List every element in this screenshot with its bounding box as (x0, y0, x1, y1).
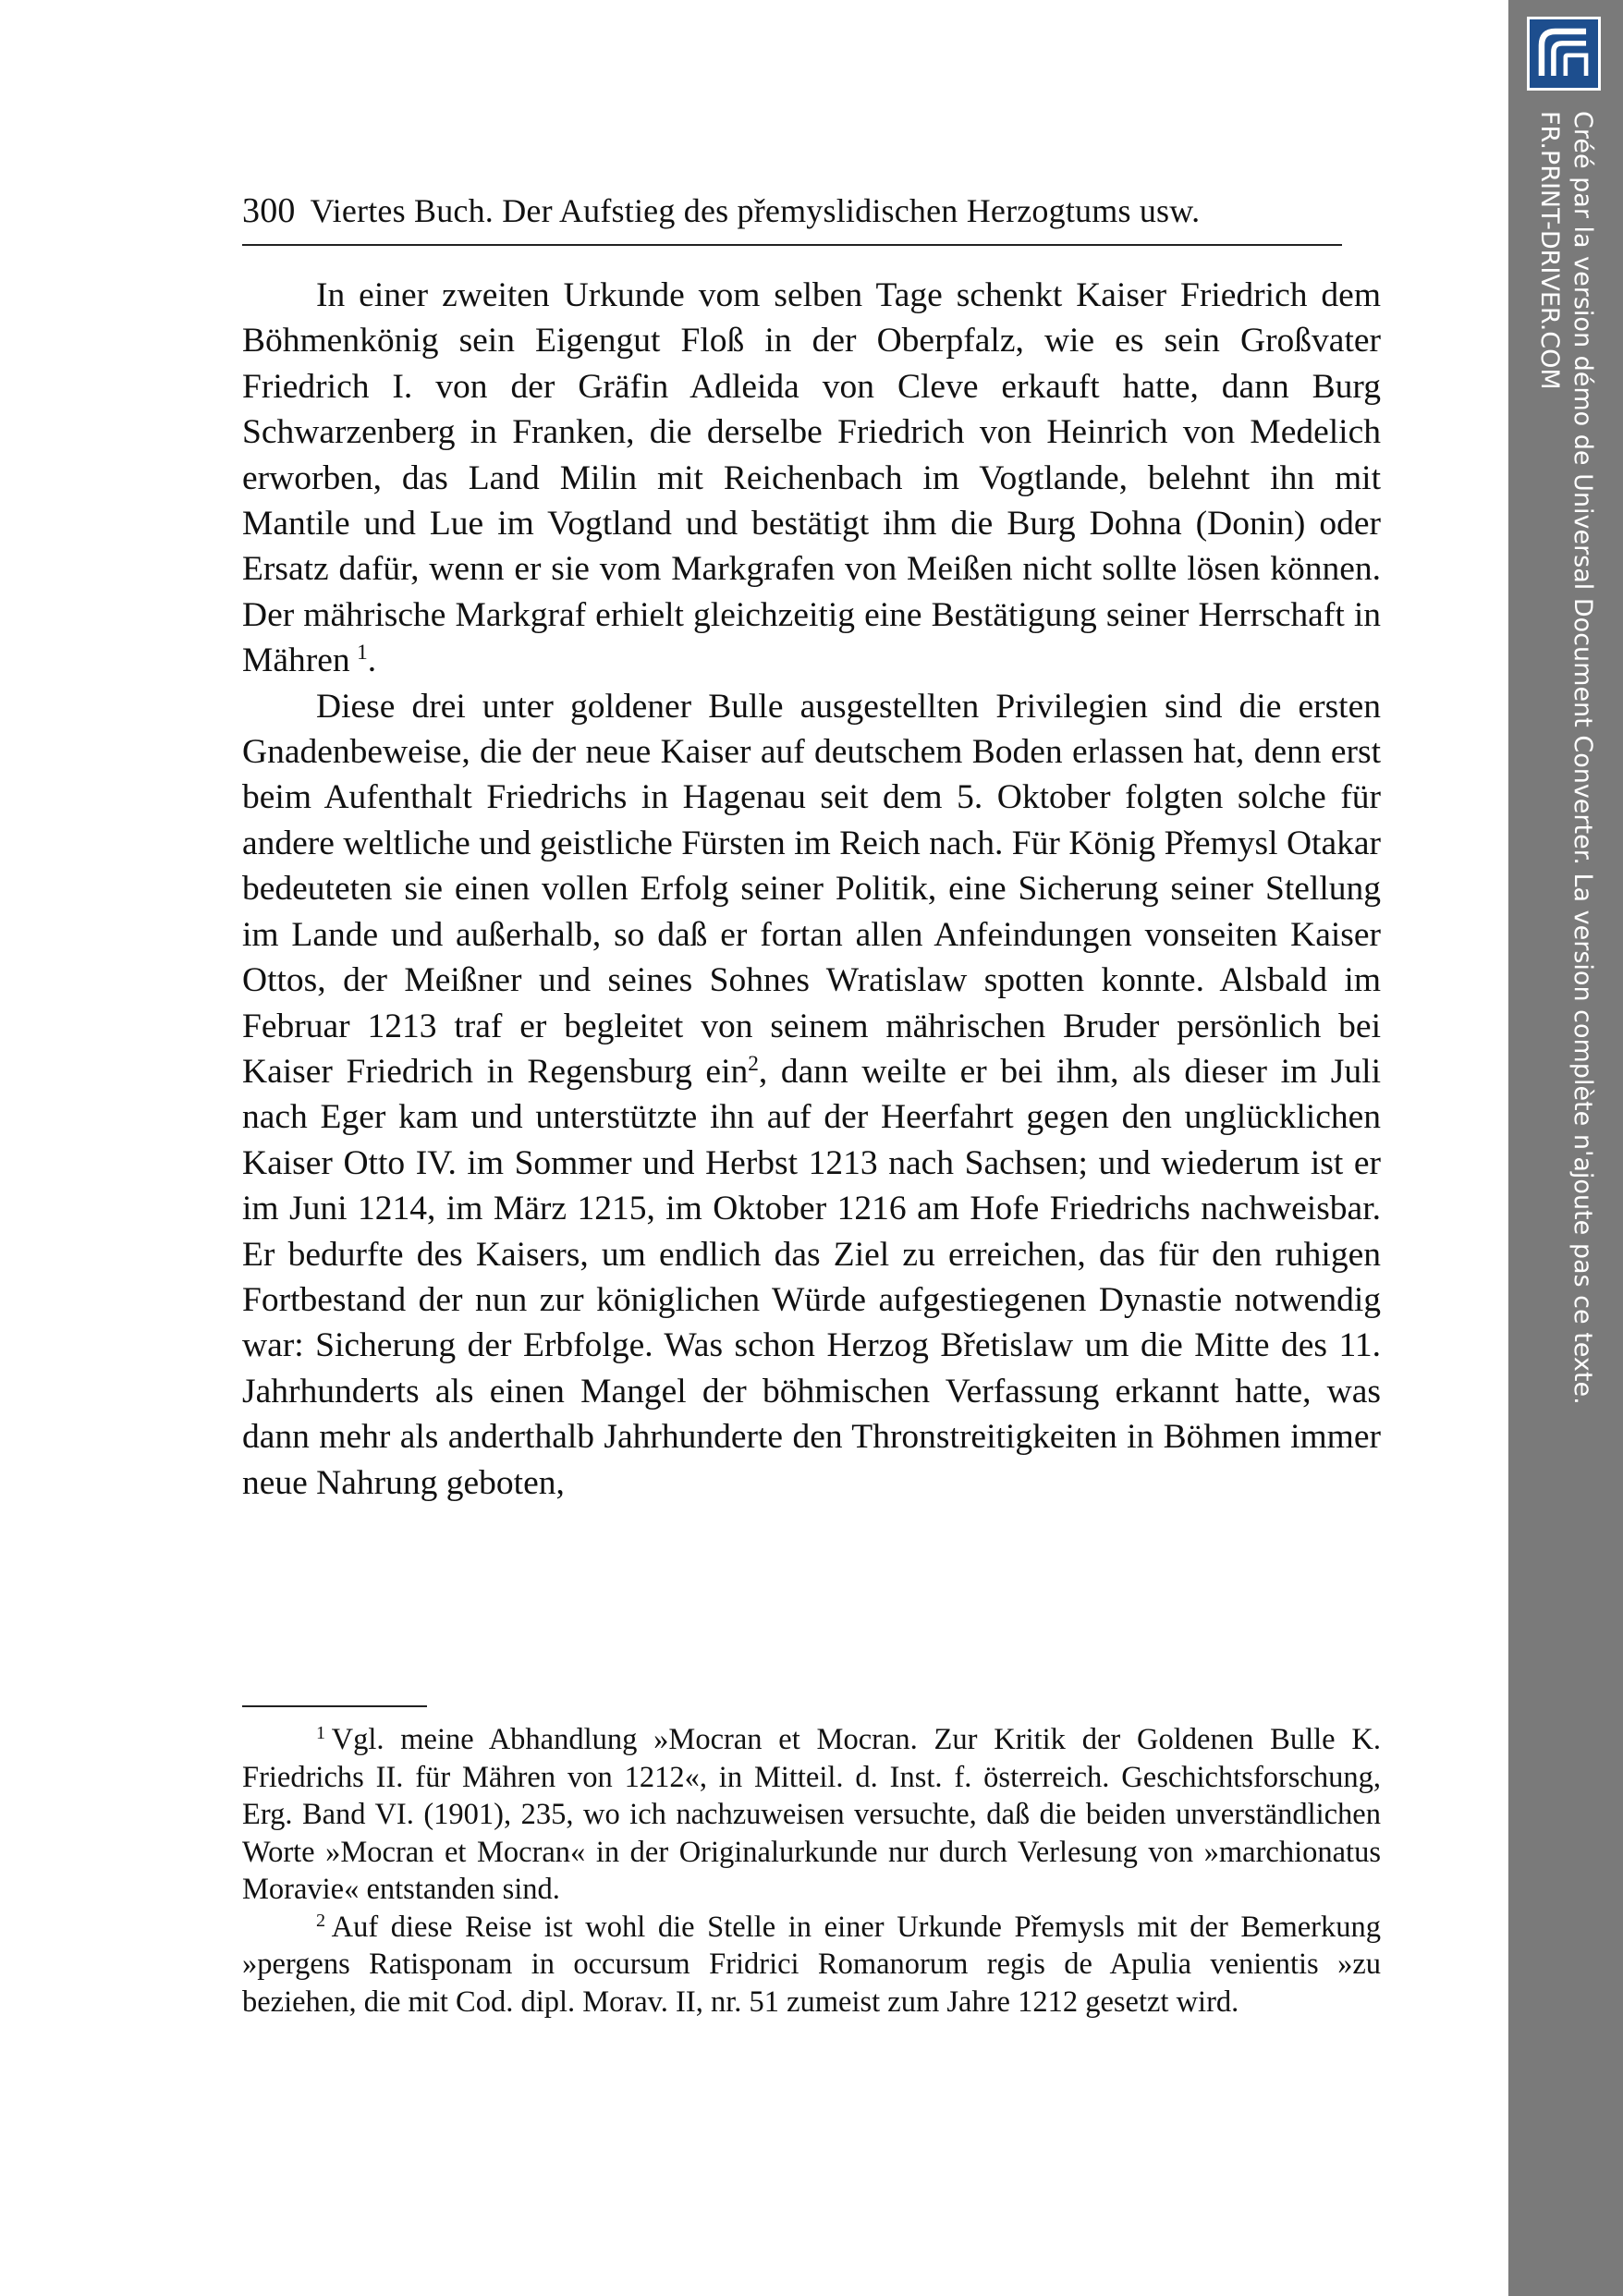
footnote-number-1: 1 (316, 1722, 326, 1743)
footnote-ref-2: 2 (748, 1052, 759, 1077)
running-title: Viertes Buch. Der Aufstieg des přemyslidischen Herzogtums usw. (310, 192, 1201, 229)
running-header (242, 190, 1342, 231)
footnote-number-2: 2 (316, 1910, 326, 1931)
main-text (242, 273, 1381, 1506)
watermark-line-2: FR.PRINT-DRIVER.COM (1535, 111, 1564, 390)
footnote-2 (242, 1909, 1381, 2021)
footnote-2-text: Auf diese Reise ist wohl die Stelle in einer Urkunde Přemysls mit der Bemerkung »pergens Ratisponam in occursum Fridrici Romanorum regis de Apulia venientis »zu beziehen, die mit Cod. dipl. Morav. II, nr. 51 zumeist zum Jahre 1212 gesetzt wird. (242, 1910, 1381, 2019)
watermark-text (1532, 111, 1599, 1405)
paragraph-1-tail: . (367, 641, 377, 680)
footnotes (242, 1721, 1381, 2021)
udc-logo-icon (1527, 17, 1601, 91)
paragraph-2-text-a: Diese drei unter goldener Bulle ausgestellten Privilegien sind die ersten Gnadenbeweise, die der neue Kaiser auf deutschem Boden erlassen hat, denn erst beim Aufenthalt Friedrichs in Hagenau seit dem 5. Oktober folgten solche für andere weltliche und geistliche Fürsten im Reich nach. Für König Přemysl Otakar bedeuteten sie einen vollen Erfolg seiner Politik, eine Sicherung seiner Stellung im Lande und außerhalb, so daß er fortan allen Anfeindungen vonseiten Kaiser Ottos, der Meißner und seines Sohnes Wratislaw spotten konnte. Alsbald im Februar 1213 traf er begleitet von seinem mährischen Bruder persönlich bei Kaiser Friedrich in Regensburg ein (242, 687, 1381, 1091)
footnote-ref-1: 1 (357, 641, 368, 666)
footnote-rule (242, 1705, 427, 1707)
paragraph-2-text-b: , dann weilte er bei ihm, als dieser im Juli nach Eger kam und unterstützte ihn auf der Heerfahrt gegen den unglücklichen Kaiser Otto IV. im Sommer und Herbst 1213 nach Sachsen; und wiederum ist er im Juni 1214, im März 1215, im Oktober 1216 am Hofe Friedrichs nachweisbar. Er bedurfte des Kaisers, um endlich das Ziel zu erreichen, das für den ruhigen Fortbestand der nun zur königlichen Würde aufgestiegenen Dynastie notwendig war: Sicherung der Erbfolge. Was schon Herzog Břetislaw um die Mitte des 11. Jahrhunderts als einen Mangel der böhmischen Verfassung erkannt hatte, was dann mehr als anderthalb Jahrhunderte den Thronstreitigkeiten in Böhmen immer neue Nahrung geboten, (242, 1052, 1381, 1502)
footnote-1-text: Vgl. meine Abhandlung »Mocran et Mocran. Zur Kritik der Goldenen Bulle K. Friedrichs II. für Mähren von 1212«, in Mitteil. d. Inst. f. österreich. Geschichtsforschung, Erg. Band VI. (1901), 235, wo ich nachzuweisen versuchte, daß die beiden unverständlichen Worte »Mocran et Mocran« in der Originalurkunde nur durch Verlesung von »marchionatus Moravie« entstanden sind. (242, 1723, 1381, 1906)
paragraph-1 (242, 273, 1381, 684)
page-number: 300 (242, 191, 296, 230)
header-rule (242, 244, 1342, 246)
watermark-line-1: Créé par la version démo de Universal Document Converter. La version complète n'ajoute pas ce texte. (1568, 111, 1597, 1405)
demo-watermark (1532, 111, 1606, 2237)
paragraph-2 (242, 684, 1381, 1506)
footnote-1 (242, 1721, 1381, 1909)
paragraph-1-text: In einer zweiten Urkunde vom selben Tage schenkt Kaiser Friedrich dem Böhmenkönig sein Eigengut Floß in der Oberpfalz, wie es sein Großvater Friedrich I. von der Gräfin Adleida von Cleve erkauft hatte, dann Burg Schwarzenberg in Franken, die derselbe Friedrich von Heinrich von Medelich erworben, das Land Milin mit Reichenbach im Vogtlande, belehnt ihn mit Mantile und Lue im Vogtland und bestätigt ihm die Burg Dohna (Donin) oder Ersatz dafür, wenn er sie vom Markgrafen von Meißen nicht sollte lösen können. Der mährische Markgraf erhielt gleichzeitig eine Bestätigung seiner Herrschaft in Mähren (242, 276, 1381, 680)
